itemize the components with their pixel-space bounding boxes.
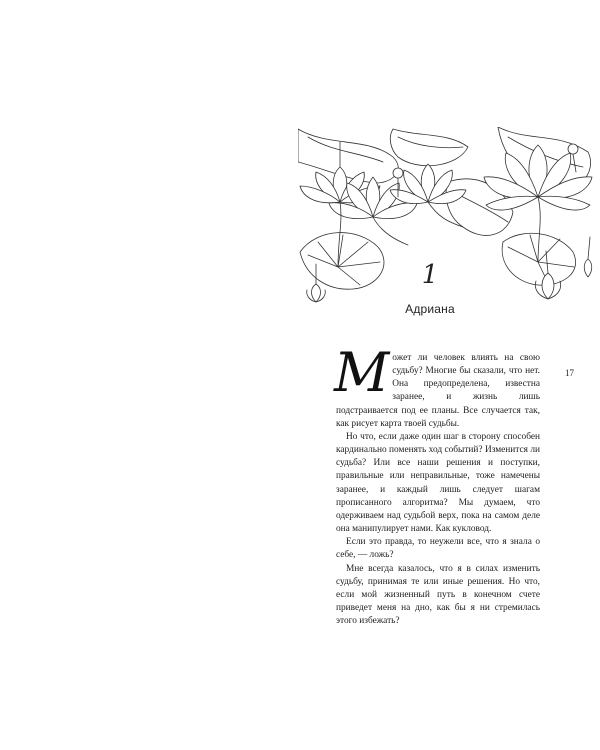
paragraph xyxy=(334,341,540,431)
paragraph: Если это правда, то неужели все, что я знала о себе, — ложь? xyxy=(336,537,540,561)
chapter-body-text xyxy=(334,341,540,628)
paragraph: Мне всегда казалось, что я в силах изменить судьбу, принимая те или иные решения. Но что, если мой жизненный путь в конечном счете приведет меня на дно, как бы я ни стремилась этого избежать? xyxy=(336,563,540,627)
page-number: 17 xyxy=(565,368,574,378)
paragraph: Но что, если даже один шаг в сторону способен кардинально поменять ход событий? Изменится ли судьба? Или все наши решения и поступки, правильные или неправильные, тоже намечены заранее, и каждый лишь следует шагам прописанного алгоритма? Мы думаем, что одерживаем над судьбой верх, пока на самом деле она манипулирует нами. Как кукловод. xyxy=(336,431,540,535)
chapter-number: 1 xyxy=(421,260,439,290)
paragraph-text: ожет ли человек влиять на свою судьбу? Многие бы сказали, что нет. Она предопределена, известна заранее, и жизнь лишь подстраивается под ее планы. Все случается так, как рисует карта твоей судьбы. xyxy=(336,353,540,429)
drop-cap: М xyxy=(334,341,390,404)
lotus-flowers-line-art-icon xyxy=(298,127,600,317)
chapter-title: Адриана xyxy=(405,302,455,316)
